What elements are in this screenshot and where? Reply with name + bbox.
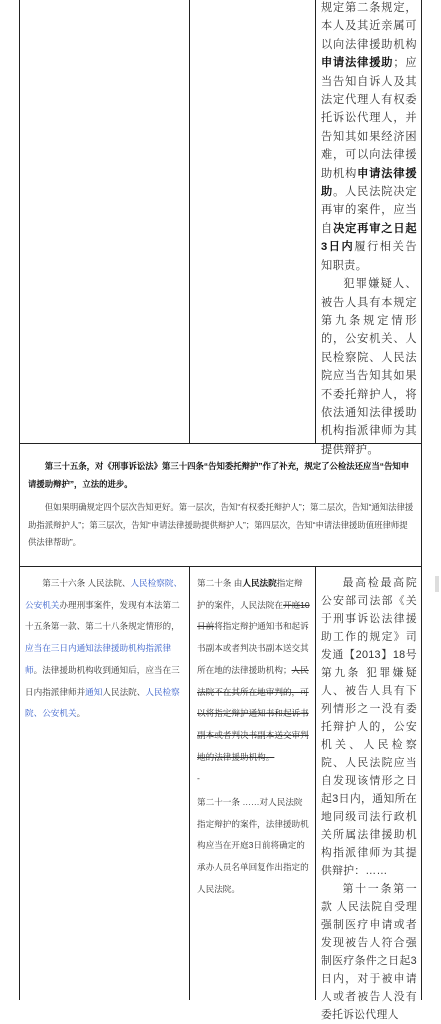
top-col3-run: 决定再审之日起3日内 <box>321 222 417 254</box>
row-col2-run: 人民法院不在其所在地审判的，可以将指定辩护通知书和起诉书副本或者判决书副本送交审判地的法律援助机构。 <box>197 664 309 762</box>
row-col3-para2: 第十一条第一款 人民法院自受理强制医疗申请或者发现被告人符合强制医疗条件之日起3日内，对于被申请人或者被告人没有委托诉讼代理人 <box>321 883 417 1021</box>
table-border-right <box>421 0 422 1000</box>
row-col1-run: 第三十六条 人民法院、 <box>42 578 131 588</box>
table-row-separator-2 <box>19 566 422 567</box>
row-col1-run: 通知 <box>85 686 103 697</box>
row-col2-run: 指定辩护的案件，人民法院在 <box>197 578 303 610</box>
row-col1-run: 应当在三日内通知法律援助机构指派律师 <box>25 643 172 675</box>
row-col2-dash: - <box>197 773 200 784</box>
row-col1-run: 人民检察院、公安机关 <box>25 578 183 610</box>
top-col3-run: 规定第二条规定，本人及其近亲属可以向法律援助机构 <box>321 2 417 51</box>
row-col2-para1 <box>197 573 310 768</box>
commentary-body: 但如果明确规定四个层次告知更好。第一层次，告知“有权委托辩护人”；第二层次，告知“通知法律援助指派辩护人”；第三层次，告知“申请法律援助提供辩护人”；第四层次，告知“申请法律援助值班律师提供法律帮助”。 <box>28 502 414 548</box>
top-col3-run: 申请法律援助 <box>321 167 417 199</box>
commentary-title: 第三十五条，对《刑事诉讼法》第三十四条“告知委托辩护”作了补充，规定了公检法还应当“告知申请援助辩护”，立法的进步。 <box>28 461 410 489</box>
row-col2-text <box>197 573 310 901</box>
top-col3-run: ；应当告知自诉人及其法定代理人有权委托诉讼代理人，并告知其如果经济困难，可以向法律援助机构 <box>321 57 417 180</box>
table-divider-1 <box>189 0 190 443</box>
table-divider-2 <box>315 0 316 443</box>
row-col1-text <box>25 573 183 725</box>
top-col3-para2: 犯罪嫌疑人、被告人具有本规定第九条规定情形的，公安机关、人民检察院、人民法院应当告知其如果不委托辩护人，将依法通知法律援助机构指派律师为其提供辩护。 <box>321 278 417 456</box>
commentary-note <box>28 458 416 552</box>
row-col2-run: 开庭10日前 <box>197 599 310 632</box>
row-col1-run: 办理刑事案件，发现有本法第二十五条第一款、第二十八条规定情形的， <box>25 599 180 632</box>
top-col3-text <box>321 0 417 459</box>
top-col3-run: 履行相关告知职责。 <box>321 241 417 272</box>
top-col3-run: 。人民法院决定再审的案件，应当自 <box>321 186 417 235</box>
row-col3-para1: 最高检最高院公安部司法部《关于刑事诉讼法律援助工作的规定》司发通【2013】18号第九条 犯罪嫌疑人、被告人具有下列情形之一没有委托辩护人的，公安机关、人民检察院、人民法院应当自发现该情形之日起3日内，通知所在地同级司法行政机关所属法律援助机构指派律师为其提供辩护：…… <box>321 577 417 877</box>
top-col3-run: 申请法律援助 <box>321 57 394 70</box>
scroll-indicator[interactable] <box>435 576 439 592</box>
row-col3-text <box>321 574 417 1024</box>
row-col2-run: 将指定辩护通知书和起诉书副本或者判决书副本送交其所在地的法律援助机构； <box>197 621 309 675</box>
table-border-left <box>19 0 20 1000</box>
row-col2-run: 第二十一条 ……对人民法院指定辩护的案件，法律援助机构应当在开庭3日前将确定的承办人员名单回复作出指定的人民法院。 <box>197 797 309 894</box>
table-divider-2b <box>315 566 316 1000</box>
row-col2-para2 <box>197 792 310 901</box>
top-col3-para1 <box>321 0 417 275</box>
row-col2-run: 人民法院 <box>242 578 277 588</box>
row-col1-run: 人民检察院、公安机关 <box>25 686 180 719</box>
row-col1-run: 。法律援助机构收到通知后，应当在三日内指派律师并 <box>25 664 180 697</box>
row-col1-run: 人民法院、 <box>102 686 146 697</box>
row-col2-run: 第二十条 由 <box>197 578 243 588</box>
row-col1-run: 。 <box>76 708 86 719</box>
table-divider-1b <box>189 566 190 1000</box>
